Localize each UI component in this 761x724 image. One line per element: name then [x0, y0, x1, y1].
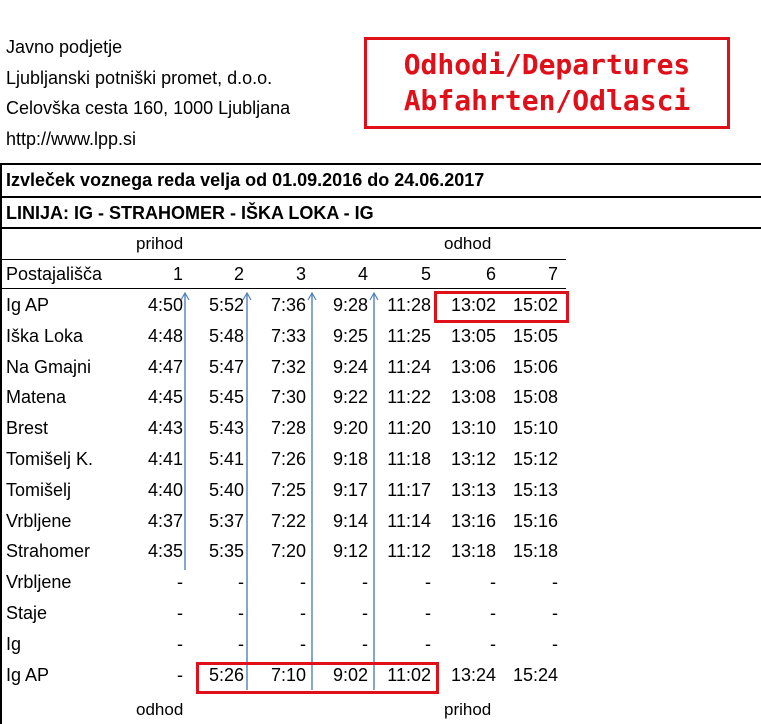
- stop-name: Vrbljene: [6, 510, 72, 531]
- company-line: Ljubljanski potniški promet, d.o.o.: [6, 67, 273, 88]
- time-cell: 9:18: [332, 449, 368, 469]
- time-cell: 15:13: [512, 479, 558, 500]
- time-cell: 7:36: [270, 295, 306, 315]
- time-cell: 5:41: [208, 449, 244, 469]
- time-cell: 5:52: [208, 295, 244, 315]
- time-cell: 13:02: [450, 295, 496, 315]
- time-cell: 5:26: [208, 664, 244, 685]
- line-heading: LINIJA: IG - STRAHOMER - IŠKA LOKA - IG: [6, 203, 374, 223]
- time-cell: -: [425, 603, 431, 623]
- time-cell: -: [425, 633, 431, 654]
- time-cell: 7:28: [270, 418, 306, 439]
- column-header: 6: [485, 264, 496, 284]
- stop-name: Vrbljene: [6, 572, 72, 593]
- time-cell: -: [490, 603, 496, 623]
- stop-name: Na Gmajni: [6, 356, 92, 377]
- time-cell: -: [362, 633, 368, 654]
- time-cell: -: [490, 572, 496, 593]
- time-cell: 15:24: [512, 664, 558, 685]
- time-cell: 7:22: [270, 510, 306, 531]
- time-cell: 7:32: [270, 356, 306, 377]
- time-cell: 4:45: [147, 387, 183, 408]
- time-cell: 9:20: [332, 418, 368, 439]
- time-cell: 9:12: [332, 541, 368, 562]
- stop-name: Strahomer: [6, 541, 91, 562]
- time-cell: 4:48: [147, 325, 183, 346]
- stop-name: Staje: [6, 603, 48, 623]
- time-cell: 7:33: [270, 325, 306, 346]
- time-cell: 5:35: [208, 541, 244, 562]
- time-cell: -: [490, 633, 496, 654]
- time-cell: 9:24: [332, 356, 368, 377]
- stop-name: Tomišelj K.: [6, 449, 94, 469]
- time-cell: 9:14: [332, 510, 368, 531]
- time-cell: 15:05: [512, 325, 558, 346]
- time-cell: 9:22: [332, 387, 368, 408]
- time-cell: 7:10: [270, 664, 306, 685]
- time-cell: -: [425, 572, 431, 593]
- time-cell: 15:18: [512, 541, 558, 562]
- time-cell: 13:05: [450, 325, 496, 346]
- time-cell: -: [552, 633, 558, 654]
- odhod-label-top: odhod: [444, 234, 492, 253]
- time-cell: 9:17: [332, 479, 368, 500]
- time-cell: 4:41: [147, 449, 183, 469]
- time-cell: 11:02: [387, 664, 431, 685]
- time-cell: 5:43: [208, 418, 244, 439]
- company-url[interactable]: http://www.lpp.si: [6, 128, 137, 149]
- time-cell: -: [177, 603, 183, 623]
- time-cell: 11:12: [387, 541, 431, 562]
- column-header: 2: [233, 264, 244, 284]
- time-cell: 5:37: [208, 510, 244, 531]
- time-cell: 13:12: [450, 449, 496, 469]
- prihod-label-bottom: prihod: [444, 700, 492, 719]
- time-cell: 4:47: [147, 356, 183, 377]
- time-cell: 4:35: [147, 541, 183, 562]
- stops-header: Postajališča: [6, 264, 103, 284]
- column-header: 3: [295, 264, 306, 284]
- prihod-label-top: prihod: [136, 234, 184, 253]
- time-cell: 13:06: [450, 356, 496, 377]
- title-line-2: Abfahrten/Odlasci: [403, 84, 691, 117]
- time-cell: 15:10: [512, 418, 558, 439]
- time-cell: -: [177, 664, 183, 685]
- time-cell: -: [300, 603, 306, 623]
- column-header: 5: [420, 264, 431, 284]
- stop-name: Brest: [6, 418, 49, 439]
- time-cell: -: [362, 572, 368, 593]
- time-cell: 13:10: [450, 418, 496, 439]
- time-cell: 5:45: [208, 387, 244, 408]
- time-cell: -: [238, 572, 244, 593]
- time-cell: 13:08: [450, 387, 496, 408]
- time-cell: -: [238, 633, 244, 654]
- stop-name: Ig AP: [6, 664, 50, 685]
- time-cell: 15:06: [512, 356, 558, 377]
- time-cell: 11:17: [387, 479, 431, 500]
- company-line: Celovška cesta 160, 1000 Ljubljana: [6, 98, 291, 119]
- time-cell: 13:24: [450, 664, 496, 685]
- time-cell: 11:20: [387, 418, 431, 439]
- time-cell: -: [552, 603, 558, 623]
- time-cell: 11:25: [387, 325, 431, 346]
- departure-highlight-bottom: [196, 662, 439, 694]
- time-cell: -: [552, 572, 558, 593]
- time-cell: -: [300, 633, 306, 654]
- time-cell: -: [362, 603, 368, 623]
- validity-heading: Izvleček voznega reda velja od 01.09.2016 do 24.06.2017: [6, 170, 485, 190]
- time-cell: 13:16: [450, 510, 496, 531]
- time-cell: 7:30: [270, 387, 306, 408]
- time-cell: 11:14: [387, 510, 431, 531]
- time-cell: 15:12: [512, 449, 558, 469]
- time-cell: 11:18: [387, 449, 431, 469]
- time-cell: 15:02: [512, 295, 558, 315]
- time-cell: 11:22: [387, 387, 431, 408]
- time-cell: 15:16: [512, 510, 558, 531]
- departure-highlight-top: [434, 291, 569, 323]
- time-cell: 7:20: [270, 541, 306, 562]
- company-line: Javno podjetje: [6, 37, 123, 57]
- time-cell: 13:13: [450, 479, 496, 500]
- odhod-label-bottom: odhod: [136, 700, 184, 719]
- time-cell: 5:47: [208, 356, 244, 377]
- time-cell: 9:02: [332, 664, 368, 685]
- time-cell: 9:25: [332, 325, 368, 346]
- time-cell: 9:28: [332, 295, 368, 315]
- time-cell: 11:24: [387, 356, 431, 377]
- stop-name: Iška Loka: [6, 325, 84, 346]
- time-cell: -: [300, 572, 306, 593]
- column-header: 7: [547, 264, 558, 284]
- time-cell: 5:40: [208, 479, 244, 500]
- time-cell: 4:50: [147, 295, 183, 315]
- time-cell: 5:48: [208, 325, 244, 346]
- time-cell: 4:40: [147, 479, 183, 500]
- time-cell: -: [238, 603, 244, 623]
- time-cell: 4:43: [147, 418, 183, 439]
- column-header: 1: [172, 264, 183, 284]
- time-cell: 7:26: [270, 449, 306, 469]
- stop-name: Tomišelj: [6, 479, 72, 500]
- time-cell: 7:25: [270, 479, 306, 500]
- stop-name: Matena: [6, 387, 67, 408]
- stop-name: Ig AP: [6, 295, 50, 315]
- time-cell: 11:28: [387, 295, 431, 315]
- time-cell: -: [177, 572, 183, 593]
- column-header: 4: [357, 264, 368, 284]
- time-cell: -: [177, 633, 183, 654]
- time-cell: 15:08: [512, 387, 558, 408]
- stop-name: Ig: [6, 633, 22, 654]
- time-cell: 13:18: [450, 541, 496, 562]
- title-line-1: Odhodi/Departures: [403, 48, 691, 81]
- time-cell: 4:37: [147, 510, 183, 531]
